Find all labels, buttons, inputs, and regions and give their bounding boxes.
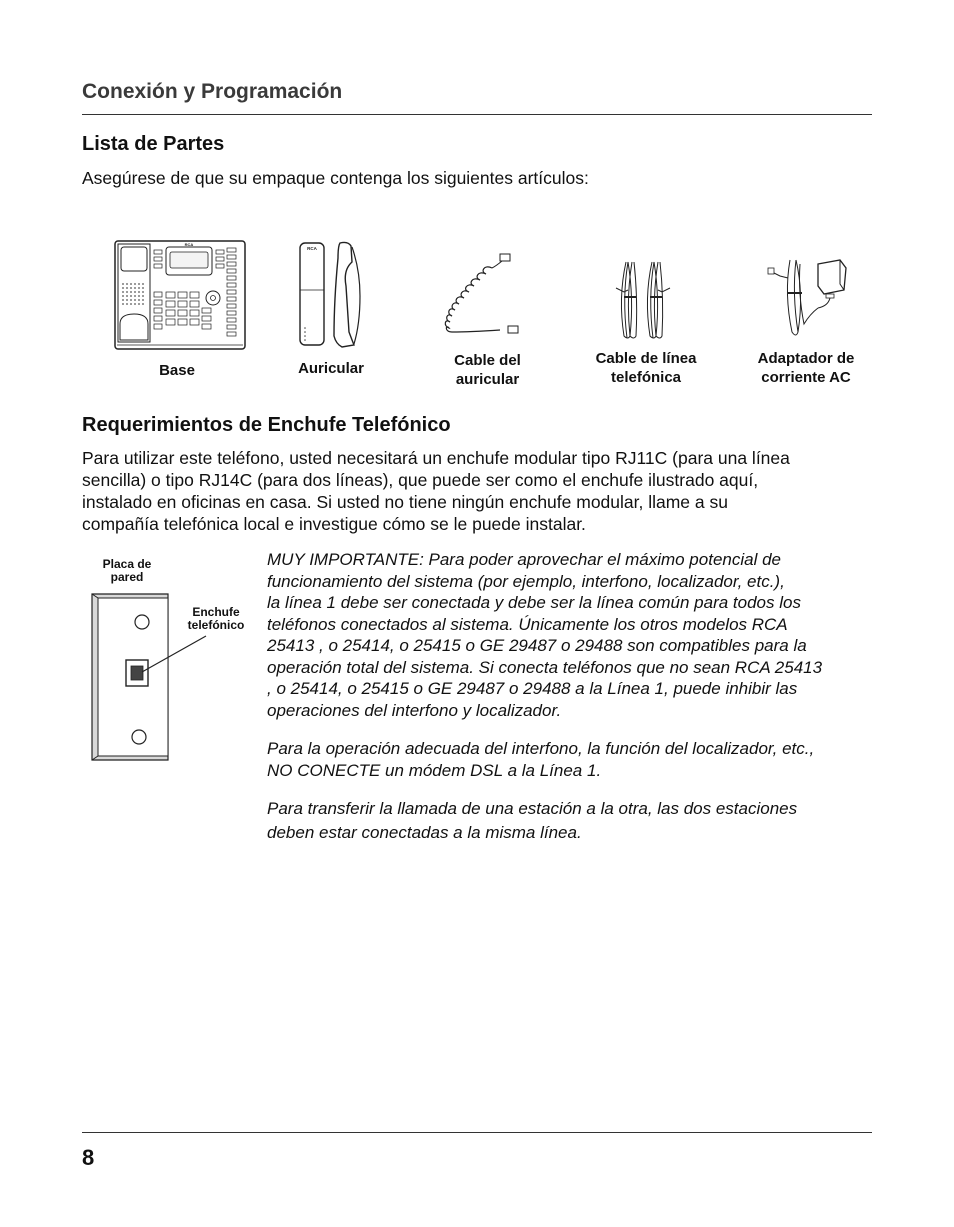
important-note-line: operación total del sistema. Si conecta teléfonos que no sean RCA 25413 — [267, 657, 823, 677]
important-note-line: operaciones del interfono y localizador. — [267, 700, 562, 720]
important-note-line: funcionamiento del sistema (por ejemplo, interfono, localizador, etc.), — [267, 571, 785, 591]
important-note — [267, 549, 877, 721]
phone-jack-label-line1: Enchufe — [192, 605, 240, 619]
part-label-handset-cord — [440, 351, 535, 389]
transfer-note-line: deben estar conectadas a la misma línea. — [267, 823, 582, 842]
important-note-line: , o 25414, o 25415 o GE 29487 o 29488 a la Línea 1, puede inhibir las — [267, 679, 798, 698]
part-label-base: Base — [159, 362, 195, 379]
svg-text:RCA: RCA — [184, 242, 194, 247]
dsl-note — [267, 738, 877, 781]
important-note-line: teléfonos conectados al sistema. Únicamente los otros modelos RCA — [267, 614, 788, 634]
wall-plate-label — [92, 558, 162, 584]
part-label-line-cord — [580, 349, 712, 387]
part-label-ac-adapter-line1: Adaptador de — [757, 350, 855, 367]
important-note-line: la línea 1 debe ser conectada y debe ser la línea común para todos los — [267, 593, 801, 612]
part-label-ac-adapter — [740, 349, 872, 387]
jack-paragraph-line: instalado en oficinas en casa. Si usted no tiene ningún enchufe modular, llame a su — [82, 492, 728, 512]
handset-cord-illustration — [440, 252, 530, 348]
part-label-line-cord-line1: Cable de línea — [595, 350, 697, 367]
transfer-note — [267, 797, 877, 845]
part-label-handset-cord-line2: auricular — [455, 371, 520, 388]
part-label-ac-adapter-line2: corriente AC — [761, 369, 851, 386]
part-label-handset-cord-line1: Cable del — [454, 352, 521, 369]
jack-paragraph-line: Para utilizar este teléfono, usted necesitará un enchufe modular tipo RJ11C (para una línea — [82, 448, 790, 468]
jack-paragraph-line: sencilla) o tipo RJ14C (para dos líneas), que puede ser como el enchufe ilustrado aquí, — [82, 470, 759, 490]
transfer-note-line: Para transferir la llamada de una estación a la otra, las dos estaciones — [267, 799, 798, 818]
jack-paragraph-line: compañía telefónica local e investigue cómo se le puede instalar. — [82, 514, 586, 534]
section-title: Conexión y Programación — [82, 80, 343, 103]
footer-divider — [82, 1132, 872, 1133]
part-label-handset: Auricular — [298, 360, 364, 377]
wall-plate-label-line2: pared — [110, 570, 144, 584]
part-label-line-cord-line2: telefónica — [610, 369, 682, 386]
parts-intro: Asegúrese de que su empaque contenga los siguientes artículos: — [82, 168, 589, 188]
page-number: 8 — [82, 1145, 95, 1170]
ac-adapter-illustration — [764, 254, 854, 342]
handset-brand: RCA — [307, 246, 317, 251]
wall-plate-illustration — [86, 592, 256, 762]
important-note-line: MUY IMPORTANTE: Para poder aprovechar el máximo potencial de — [267, 550, 781, 569]
header-divider — [82, 114, 872, 115]
base-phone-illustration — [114, 240, 246, 352]
dsl-note-line: NO CONECTE un módem DSL a la Línea 1. — [267, 760, 602, 780]
line-cord-illustration — [612, 258, 682, 342]
important-note-line: 25413 , o 25414, o 25415 o GE 29487 o 29488 son compatibles para la — [267, 636, 807, 655]
dsl-note-line: Para la operación adecuada del interfono, la función del localizador, etc., — [267, 739, 815, 758]
handset-illustration — [296, 240, 366, 350]
jack-paragraph — [82, 447, 882, 535]
wall-plate-label-line1: Placa de — [102, 557, 152, 571]
parts-heading: Lista de Partes — [82, 133, 225, 155]
jack-heading: Requerimientos de Enchufe Telefónico — [82, 414, 451, 436]
phone-jack-label-line2: telefónico — [187, 618, 245, 632]
